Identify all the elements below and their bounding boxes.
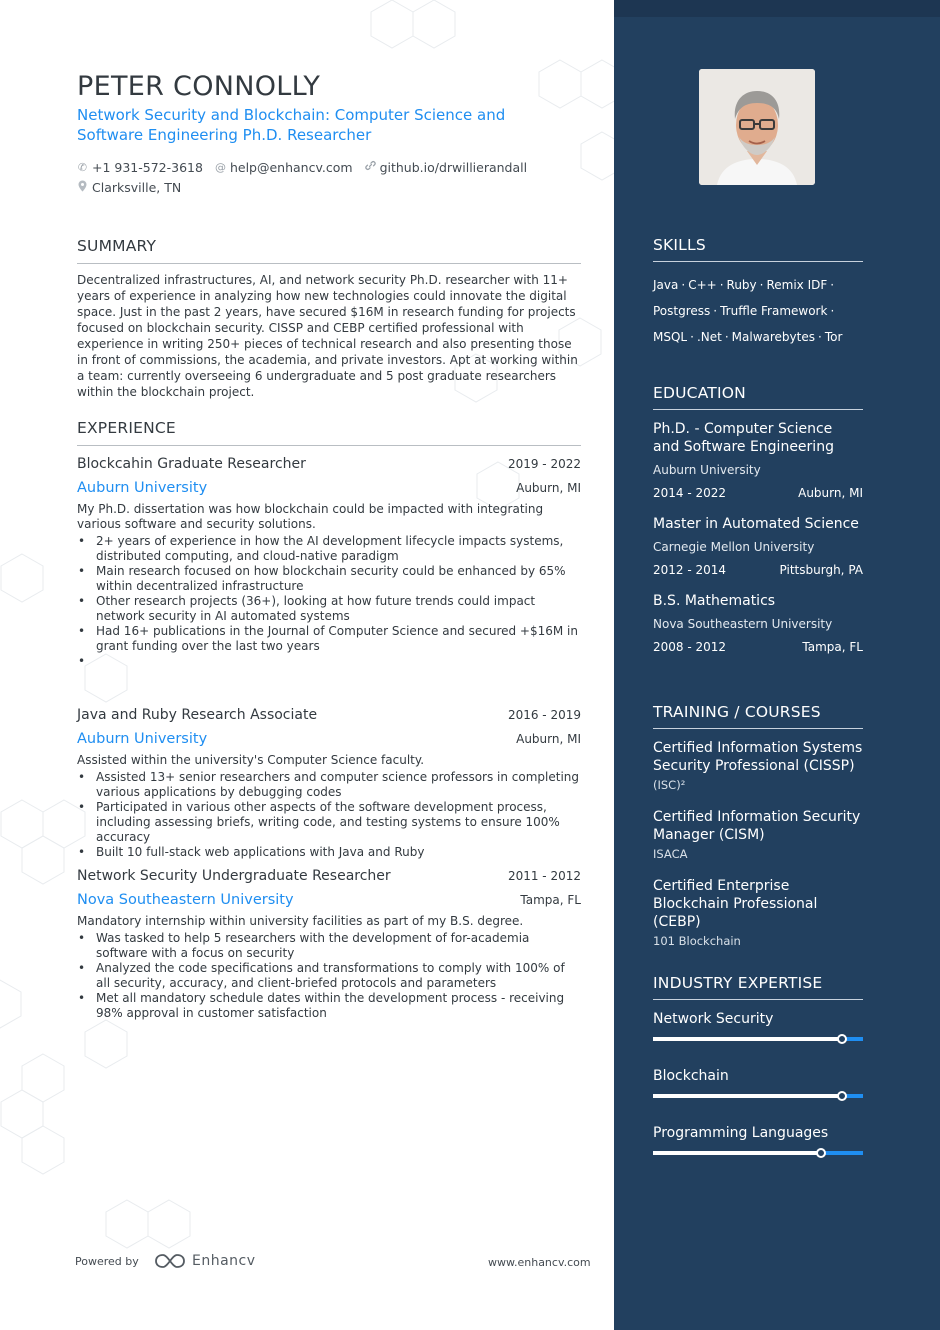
job-bullet: • 2+ years of experience in how the AI development lifecycle impacts systems, distributed computing, and cloud-native paradigm: [77, 534, 581, 564]
course-item: [653, 877, 863, 949]
skill-tag: Ruby: [726, 278, 757, 292]
location-pin-icon: [77, 180, 88, 195]
phone-text: +1 931-572-3618: [92, 159, 203, 175]
expertise-level-fill: [653, 1037, 842, 1041]
job-location: Auburn, MI: [516, 732, 581, 746]
edu-location: Auburn, MI: [798, 486, 863, 500]
job-dates: 2011 - 2012: [507, 869, 581, 883]
expertise-level-bar: [653, 1037, 863, 1041]
job-company: Auburn University: [77, 731, 208, 747]
skill-tag: .Net: [696, 330, 722, 344]
powered-by-text: Powered by: [75, 1255, 139, 1268]
skill-tag: Remix IDF: [766, 278, 828, 292]
job-bullet: • Participated in various other aspects of the software development process, including assessing briefs, writing code, and testing systems to ensure 100% accuracy: [77, 800, 581, 845]
phone-icon: ✆: [77, 160, 88, 174]
summary-text: Decentralized infrastructures, AI, and network security Ph.D. researcher with 11+ years of experience in analyzing how new technologies could innovate the digital space. Just in the past 2 years, have secured $16M in research funding for projects focused on blockchain security. CISSP and CEBP certified professional with experience in writing 250+ pieces of technical research and also presenting those in front of commissions, the academia, and private investors. Apt at working within a team: currently overseeing 6 undergraduate and 5 post graduate researchers within the blockchain project.: [77, 273, 578, 399]
course-org: (ISC)²: [653, 778, 686, 792]
job-bullet: • Built 10 full-stack web applications with Java and Ruby: [77, 845, 581, 860]
at-icon: @: [214, 160, 226, 174]
course-name: Certified Enterprise Blockchain Professional (CEBP): [653, 878, 818, 930]
expertise-label: Network Security: [653, 1011, 774, 1027]
job-bullet: • Met all mandatory schedule dates within the development process - receiving 98% approval in customer satisfaction: [77, 991, 581, 1021]
skills-section: [653, 236, 863, 350]
edu-degree: Ph.D. - Computer Science and Software Engineering: [653, 421, 834, 455]
expertise-level-bar: [653, 1151, 863, 1155]
job-title: Blockcahin Graduate Researcher: [77, 456, 306, 472]
course-name: Certified Information Systems Security Professional (CISSP): [653, 740, 863, 774]
job-dates: 2016 - 2019: [507, 708, 581, 722]
job-title: Network Security Undergraduate Researcher: [77, 868, 391, 884]
contact-location: [77, 180, 181, 195]
job-bullet: • Assisted 13+ senior researchers and computer science professors in completing various applications by debugging codes: [77, 770, 581, 800]
skills-line: Java · C++ · Ruby · Remix IDF ·: [653, 278, 835, 292]
profile-photo: [699, 69, 815, 185]
expertise-item: [653, 1010, 863, 1041]
contact-email[interactable]: [215, 160, 353, 175]
job-bullet: • Analyzed the code specifications and transformations to comply with 100% of all security, accuracy, and client-briefed protocols and parameters: [77, 961, 581, 991]
job-description: Assisted within the university's Computer Science faculty.: [77, 753, 425, 767]
education-item: [653, 420, 863, 501]
job-company: Auburn University: [77, 480, 208, 496]
job-entry: [77, 455, 581, 669]
edu-degree: B.S. Mathematics: [653, 593, 776, 609]
footer-url-link[interactable]: www.enhancv.com: [488, 1256, 591, 1269]
expertise-heading: INDUSTRY EXPERTISE: [653, 974, 863, 1000]
course-org: ISACA: [653, 847, 688, 861]
education-item: [653, 515, 863, 578]
education-section: [653, 384, 863, 669]
job-location: Auburn, MI: [516, 481, 581, 495]
course-org: 101 Blockchain: [653, 934, 741, 948]
sidebar: [614, 0, 940, 1330]
skill-tag: Malwarebytes: [731, 330, 815, 344]
job-dates: 2019 - 2022: [507, 457, 581, 471]
contact-info: [77, 157, 557, 197]
edu-dates: 2008 - 2012: [653, 640, 727, 654]
job-bullet: • Other research projects (36+), looking at how future trends could impact network security in AI automated systems: [77, 594, 581, 624]
expertise-label: Programming Languages: [653, 1125, 829, 1141]
enhancv-brand-text: Enhancv: [192, 1253, 256, 1269]
expertise-section: [653, 974, 863, 1181]
course-name: Certified Information Security Manager (CISM): [653, 809, 861, 843]
course-item: [653, 808, 863, 862]
candidate-name: PETER CONNOLLY: [77, 71, 321, 102]
sidebar-top-strip: [614, 0, 940, 17]
link-icon: [365, 160, 376, 174]
edu-degree: Master in Automated Science: [653, 516, 859, 532]
job-bullet-empty: [77, 654, 581, 669]
expertise-item: [653, 1067, 863, 1098]
skills-line: MSQL · .Net · Malwarebytes · Tor: [653, 330, 843, 344]
edu-school: Auburn University: [653, 463, 761, 477]
website-text: github.io/drwillierandall: [379, 159, 528, 175]
education-item: [653, 592, 863, 655]
expertise-level-fill: [653, 1094, 842, 1098]
job-bullet: • Main research focused on how blockchain security could be enhanced by 65% within decentralized infrastructure: [77, 564, 581, 594]
skill-tag: Truffle Framework: [720, 304, 828, 318]
job-company: Nova Southeastern University: [77, 892, 294, 908]
location-text: Clarksville, TN: [92, 179, 182, 195]
job-bullets: [77, 770, 581, 860]
experience-heading: EXPERIENCE: [77, 419, 581, 446]
skills-line: Postgress · Truffle Framework ·: [653, 304, 835, 318]
skills-heading: SKILLS: [653, 236, 863, 262]
job-location: Tampa, FL: [520, 893, 581, 907]
contact-phone[interactable]: [77, 160, 203, 175]
edu-school: Carnegie Mellon University: [653, 540, 815, 554]
expertise-level-fill: [653, 1151, 821, 1155]
edu-dates: 2012 - 2014: [653, 563, 727, 577]
expertise-level-bar: [653, 1094, 863, 1098]
job-description: My Ph.D. dissertation was how blockchain could be impacted with integrating various software and security solutions.: [77, 502, 544, 531]
course-item: [653, 739, 863, 793]
edu-location: Tampa, FL: [802, 640, 863, 654]
skill-tag: C++: [688, 278, 717, 292]
edu-school: Nova Southeastern University: [653, 617, 833, 631]
job-bullets: [77, 534, 581, 669]
education-heading: EDUCATION: [653, 384, 863, 410]
edu-location: Pittsburgh, PA: [779, 563, 863, 577]
job-entry: [77, 867, 581, 1021]
candidate-headline: Network Security and Blockchain: Computer Science and Software Engineering Ph.D. Researcher: [77, 106, 506, 144]
email-text: help@enhancv.com: [229, 159, 353, 175]
expertise-level-knob: [816, 1148, 826, 1158]
job-bullets: [77, 931, 581, 1021]
enhancv-logo[interactable]: [154, 1252, 256, 1270]
skill-tag: Java: [653, 278, 679, 292]
edu-dates: 2014 - 2022: [653, 486, 727, 500]
summary-heading: SUMMARY: [77, 237, 581, 264]
job-bullet: • Had 16+ publications in the Journal of Computer Science and secured +$16M in grant funding over the last two years: [77, 624, 581, 654]
expertise-label: Blockchain: [653, 1068, 729, 1084]
job-description: Mandatory internship within university facilities as part of my B.S. degree.: [77, 914, 524, 928]
contact-website[interactable]: [365, 160, 528, 175]
training-section: [653, 703, 863, 964]
enhancv-logo-icon: [154, 1252, 186, 1270]
job-entry: [77, 706, 581, 860]
expertise-level-knob: [837, 1034, 847, 1044]
skill-tag: Tor: [824, 330, 843, 344]
job-bullet: • Was tasked to help 5 researchers with the development of for-academia software with a focus on security: [77, 931, 581, 961]
expertise-item: [653, 1124, 863, 1155]
training-heading: TRAINING / COURSES: [653, 703, 863, 729]
skill-tag: MSQL: [653, 330, 688, 344]
skill-tag: Postgress: [653, 304, 711, 318]
expertise-level-knob: [837, 1091, 847, 1101]
job-title: Java and Ruby Research Associate: [77, 707, 318, 723]
